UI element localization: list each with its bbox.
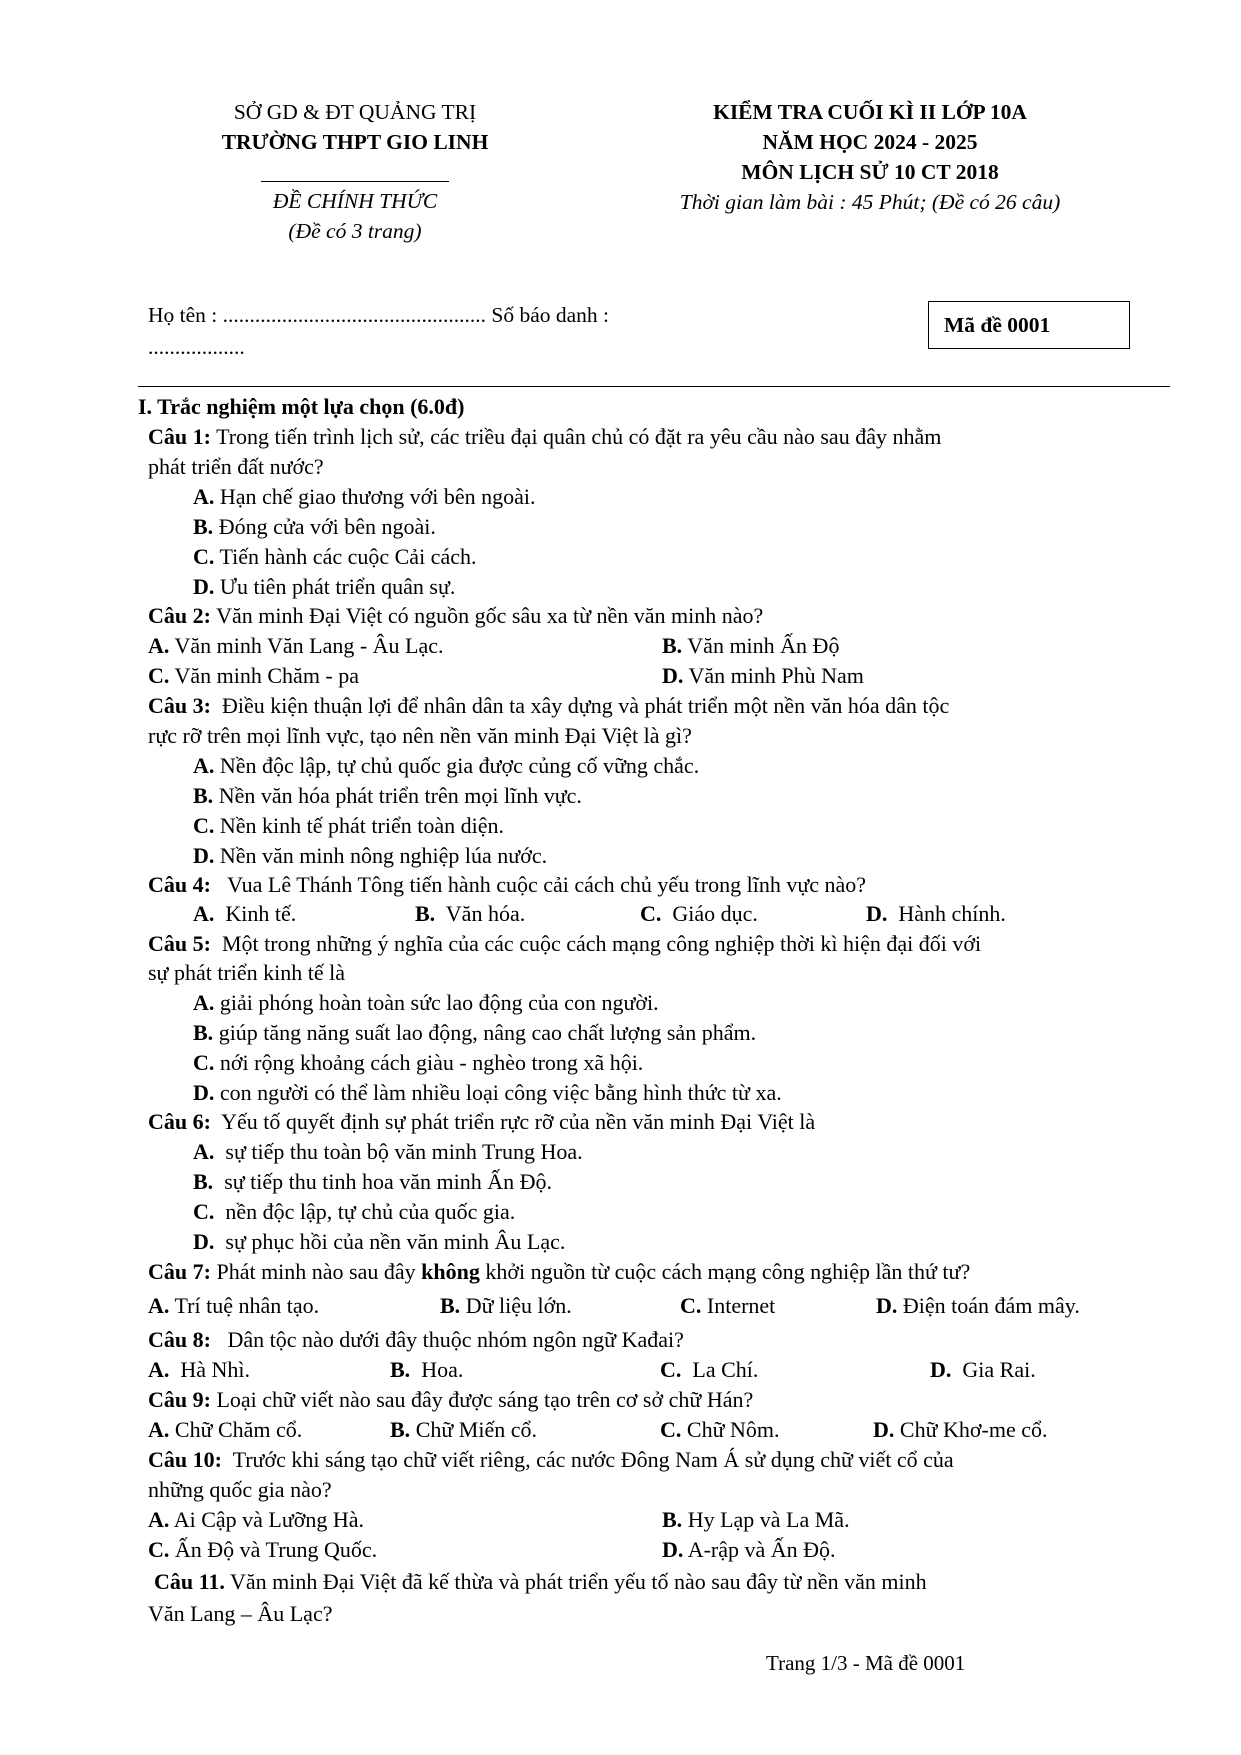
question-label: Câu 2:: [148, 603, 211, 628]
question-label: Câu 8:: [148, 1327, 211, 1352]
question-label: Câu 9:: [148, 1387, 211, 1412]
option-text: Hy Lạp và La Mã.: [687, 1507, 850, 1532]
option-label: B.: [193, 1020, 214, 1045]
options-9: [0, 1415, 1241, 1445]
option-5d: [0, 1078, 1241, 1108]
options-8: [0, 1355, 1241, 1385]
option-text: nền độc lập, tự chủ của quốc gia.: [225, 1199, 516, 1224]
option-5c: [0, 1048, 1241, 1078]
question-11-line-2: [0, 1599, 1241, 1629]
option-label: C.: [680, 1293, 702, 1318]
option-label: C.: [640, 901, 662, 926]
option-label: A.: [148, 1507, 170, 1532]
question-3-line-2: [0, 721, 1241, 751]
question-text: Trước khi sáng tạo chữ viết riêng, các nước Đông Nam Á sử dụng chữ viết cổ của: [232, 1447, 954, 1472]
option-text: Hà Nhì.: [180, 1357, 251, 1382]
option-3d: [0, 841, 1241, 871]
options-2-ab: [0, 631, 1241, 661]
option-label: A.: [193, 901, 215, 926]
question-4: [0, 870, 1241, 900]
student-name-line: Họ tên : ................................................. Số báo danh :: [148, 303, 610, 327]
option-text: Điện toán đám mây.: [902, 1293, 1080, 1318]
option-text: Giáo dục.: [672, 901, 758, 926]
question-10: [0, 1445, 1241, 1475]
option-label: C.: [193, 1050, 215, 1075]
question-text-emphasis: không: [421, 1259, 480, 1284]
option-label: A.: [148, 633, 170, 658]
option-text: A-rập và Ấn Độ.: [687, 1537, 836, 1562]
option-text: Nền kinh tế phát triển toàn diện.: [219, 813, 504, 838]
student-name-continued: ..................: [148, 335, 245, 359]
option-label: B.: [193, 514, 214, 539]
option-text: Ai Cập và Lưỡng Hà.: [173, 1507, 365, 1532]
option-label: A.: [193, 753, 215, 778]
option-label: A.: [193, 990, 215, 1015]
option-label: A.: [148, 1357, 170, 1382]
option-text: Gia Rai.: [962, 1357, 1036, 1382]
section-title-row: [0, 392, 1241, 422]
school-name: TRƯỜNG THPT GIO LINH: [221, 130, 489, 154]
option-6a: [0, 1137, 1241, 1167]
question-text: Văn Lang – Âu Lạc?: [148, 1601, 333, 1626]
option-3a: [0, 751, 1241, 781]
question-label: Câu 5:: [148, 931, 211, 956]
option-label: B.: [662, 633, 683, 658]
question-5-line-2: [0, 958, 1241, 988]
option-label: C.: [193, 544, 215, 569]
question-3: [0, 691, 1241, 721]
page-count: (Đề có 3 trang): [288, 219, 422, 243]
official-label: ĐỀ CHÍNH THỨC: [272, 189, 438, 213]
question-label: Câu 7:: [148, 1259, 211, 1284]
option-5a: [0, 988, 1241, 1018]
page-footer: Trang 1/3 - Mã đề 0001: [766, 1651, 966, 1675]
option-label: D.: [193, 1080, 215, 1105]
option-text: sự phục hồi của nền văn minh Âu Lạc.: [225, 1229, 566, 1254]
option-text: Kinh tế.: [225, 901, 297, 926]
question-text-post: khởi nguồn từ cuộc cách mạng công nghiệp lần thứ tư?: [485, 1259, 971, 1284]
options-10-ab: [0, 1505, 1241, 1535]
option-text: Dữ liệu lớn.: [465, 1293, 572, 1318]
option-text: sự tiếp thu tinh hoa văn minh Ấn Độ.: [224, 1169, 553, 1194]
option-label: C.: [148, 1537, 170, 1562]
option-text: Văn hóa.: [445, 901, 526, 926]
option-1b: [0, 512, 1241, 542]
option-text: con người có thể làm nhiều loại công việc bằng hình thức từ xa.: [219, 1080, 782, 1105]
question-text: Yếu tố quyết định sự phát triển rực rỡ của nền văn minh Đại Việt là: [221, 1109, 816, 1134]
option-text: giải phóng hoàn toàn sức lao động của con người.: [219, 990, 659, 1015]
question-text: Vua Lê Thánh Tông tiến hành cuộc cải cách chủ yếu trong lĩnh vực nào?: [227, 872, 867, 897]
school-year: NĂM HỌC 2024 - 2025: [762, 130, 978, 154]
option-label: D.: [873, 1417, 895, 1442]
option-3c: [0, 811, 1241, 841]
option-6b: [0, 1167, 1241, 1197]
option-text: La Chí.: [692, 1357, 759, 1382]
option-text: Hoa.: [421, 1357, 464, 1382]
question-5: [0, 929, 1241, 959]
question-11: [0, 1567, 1241, 1597]
option-label: C.: [193, 1199, 215, 1224]
option-label: B.: [390, 1357, 411, 1382]
subject-title: MÔN LỊCH SỬ 10 CT 2018: [741, 160, 999, 184]
option-5b: [0, 1018, 1241, 1048]
question-text: Loại chữ viết nào sau đây được sáng tạo trên cơ sở chữ Hán?: [216, 1387, 754, 1412]
option-text: nới rộng khoảng cách giàu - nghèo trong xã hội.: [219, 1050, 644, 1075]
question-7: [0, 1257, 1241, 1287]
option-label: C.: [193, 813, 215, 838]
option-text: Hạn chế giao thương với bên ngoài.: [219, 484, 536, 509]
option-label: D.: [866, 901, 888, 926]
option-label: C.: [660, 1417, 682, 1442]
option-label: A.: [193, 484, 215, 509]
option-text: Chữ Khơ-me cổ.: [899, 1417, 1048, 1442]
question-text: Một trong những ý nghĩa của các cuộc cách mạng công nghiệp thời kì hiện đại đối với: [221, 931, 982, 956]
option-label: D.: [876, 1293, 898, 1318]
option-text: Ấn Độ và Trung Quốc.: [174, 1537, 378, 1562]
option-6d: [0, 1227, 1241, 1257]
option-label: B.: [415, 901, 436, 926]
option-text: Internet: [706, 1293, 776, 1318]
option-text: Văn minh Ấn Độ: [687, 633, 840, 658]
question-text: Dân tộc nào dưới đây thuộc nhóm ngôn ngữ Kađai?: [227, 1327, 684, 1352]
question-text: rực rỡ trên mọi lĩnh vực, tạo nên nền văn minh Đại Việt là gì?: [148, 723, 692, 748]
exam-time: Thời gian làm bài : 45 Phút; (Đề có 26 câu): [679, 190, 1061, 214]
header-underline: [261, 181, 449, 182]
options-7: [0, 1291, 1241, 1321]
option-label: D.: [193, 574, 215, 599]
question-label: Câu 3:: [148, 693, 211, 718]
option-label: D.: [930, 1357, 952, 1382]
option-text: Văn minh Chăm - pa: [174, 663, 360, 688]
option-label: B.: [193, 783, 214, 808]
exam-title: KIỂM TRA CUỐI KÌ II LỚP 10A: [713, 100, 1027, 124]
option-label: D.: [193, 843, 215, 868]
option-text: Hành chính.: [898, 901, 1006, 926]
option-text: giúp tăng năng suất lao động, nâng cao chất lượng sản phẩm.: [218, 1020, 757, 1045]
option-text: sự tiếp thu toàn bộ văn minh Trung Hoa.: [225, 1139, 583, 1164]
question-text: sự phát triển kinh tế là: [148, 960, 346, 985]
option-6c: [0, 1197, 1241, 1227]
option-text: Chữ Miến cổ.: [415, 1417, 537, 1442]
option-label: A.: [148, 1293, 170, 1318]
option-label: C.: [148, 663, 170, 688]
question-text: Văn minh Đại Việt có nguồn gốc sâu xa từ nền văn minh nào?: [216, 603, 764, 628]
option-3b: [0, 781, 1241, 811]
options-2-cd: [0, 661, 1241, 691]
option-label: B.: [193, 1169, 214, 1194]
option-label: C.: [660, 1357, 682, 1382]
question-8: [0, 1325, 1241, 1355]
question-text: Trong tiến trình lịch sử, các triều đại quân chủ có đặt ra yêu cầu nào sau đây nhằm: [216, 424, 942, 449]
question-label: Câu 4:: [148, 872, 211, 897]
option-text: Ưu tiên phát triển quân sự.: [219, 574, 456, 599]
option-text: Tiến hành các cuộc Cải cách.: [219, 544, 477, 569]
option-label: A.: [148, 1417, 170, 1442]
option-text: Nền văn minh nông nghiệp lúa nước.: [219, 843, 548, 868]
options-4: [0, 899, 1241, 929]
header-right: [600, 97, 1140, 217]
option-label: B.: [390, 1417, 411, 1442]
question-6: [0, 1107, 1241, 1137]
question-text: phát triển đất nước?: [148, 454, 324, 479]
option-text: Chữ Nôm.: [686, 1417, 780, 1442]
option-1d: [0, 572, 1241, 602]
option-text: Nền độc lập, tự chủ quốc gia được củng cố vững chắc.: [219, 753, 700, 778]
option-label: D.: [193, 1229, 215, 1254]
option-text: Nền văn hóa phát triển trên mọi lĩnh vực.: [218, 783, 582, 808]
question-label: Câu 6:: [148, 1109, 211, 1134]
question-label: Câu 1:: [148, 424, 211, 449]
option-label: D.: [662, 1537, 684, 1562]
question-text: Điều kiện thuận lợi để nhân dân ta xây dựng và phát triển một nền văn hóa dân tộc: [221, 693, 950, 718]
option-label: D.: [662, 663, 684, 688]
option-text: Đóng cửa với bên ngoài.: [218, 514, 436, 539]
question-label: Câu 10:: [148, 1447, 222, 1472]
option-1c: [0, 542, 1241, 572]
department-name: SỞ GD & ĐT QUẢNG TRỊ: [233, 100, 477, 124]
options-10-cd: [0, 1535, 1241, 1565]
header-rule: [138, 386, 1170, 387]
exam-code-box: Mã đề 0001: [928, 301, 1130, 349]
option-1a: [0, 482, 1241, 512]
option-label: A.: [193, 1139, 215, 1164]
option-text: Văn minh Phù Nam: [688, 663, 864, 688]
question-text-pre: Phát minh nào sau đây: [216, 1259, 416, 1284]
option-text: Chữ Chăm cổ.: [174, 1417, 303, 1442]
question-text: những quốc gia nào?: [148, 1477, 332, 1502]
question-9: [0, 1385, 1241, 1415]
question-2: [0, 601, 1241, 631]
question-1-line-2: [0, 452, 1241, 482]
question-text: Văn minh Đại Việt đã kế thừa và phát triển yếu tố nào sau đây từ nền văn minh: [230, 1569, 927, 1594]
section-title: I. Trắc nghiệm một lựa chọn (6.0đ): [138, 394, 465, 419]
question-10-line-2: [0, 1475, 1241, 1505]
option-text: Văn minh Văn Lang - Âu Lạc.: [174, 633, 444, 658]
question-1: [0, 422, 1241, 452]
option-label: B.: [662, 1507, 683, 1532]
header-left: [130, 97, 580, 246]
option-text: Trí tuệ nhân tạo.: [174, 1293, 320, 1318]
option-label: B.: [440, 1293, 461, 1318]
question-label: Câu 11.: [154, 1569, 225, 1594]
